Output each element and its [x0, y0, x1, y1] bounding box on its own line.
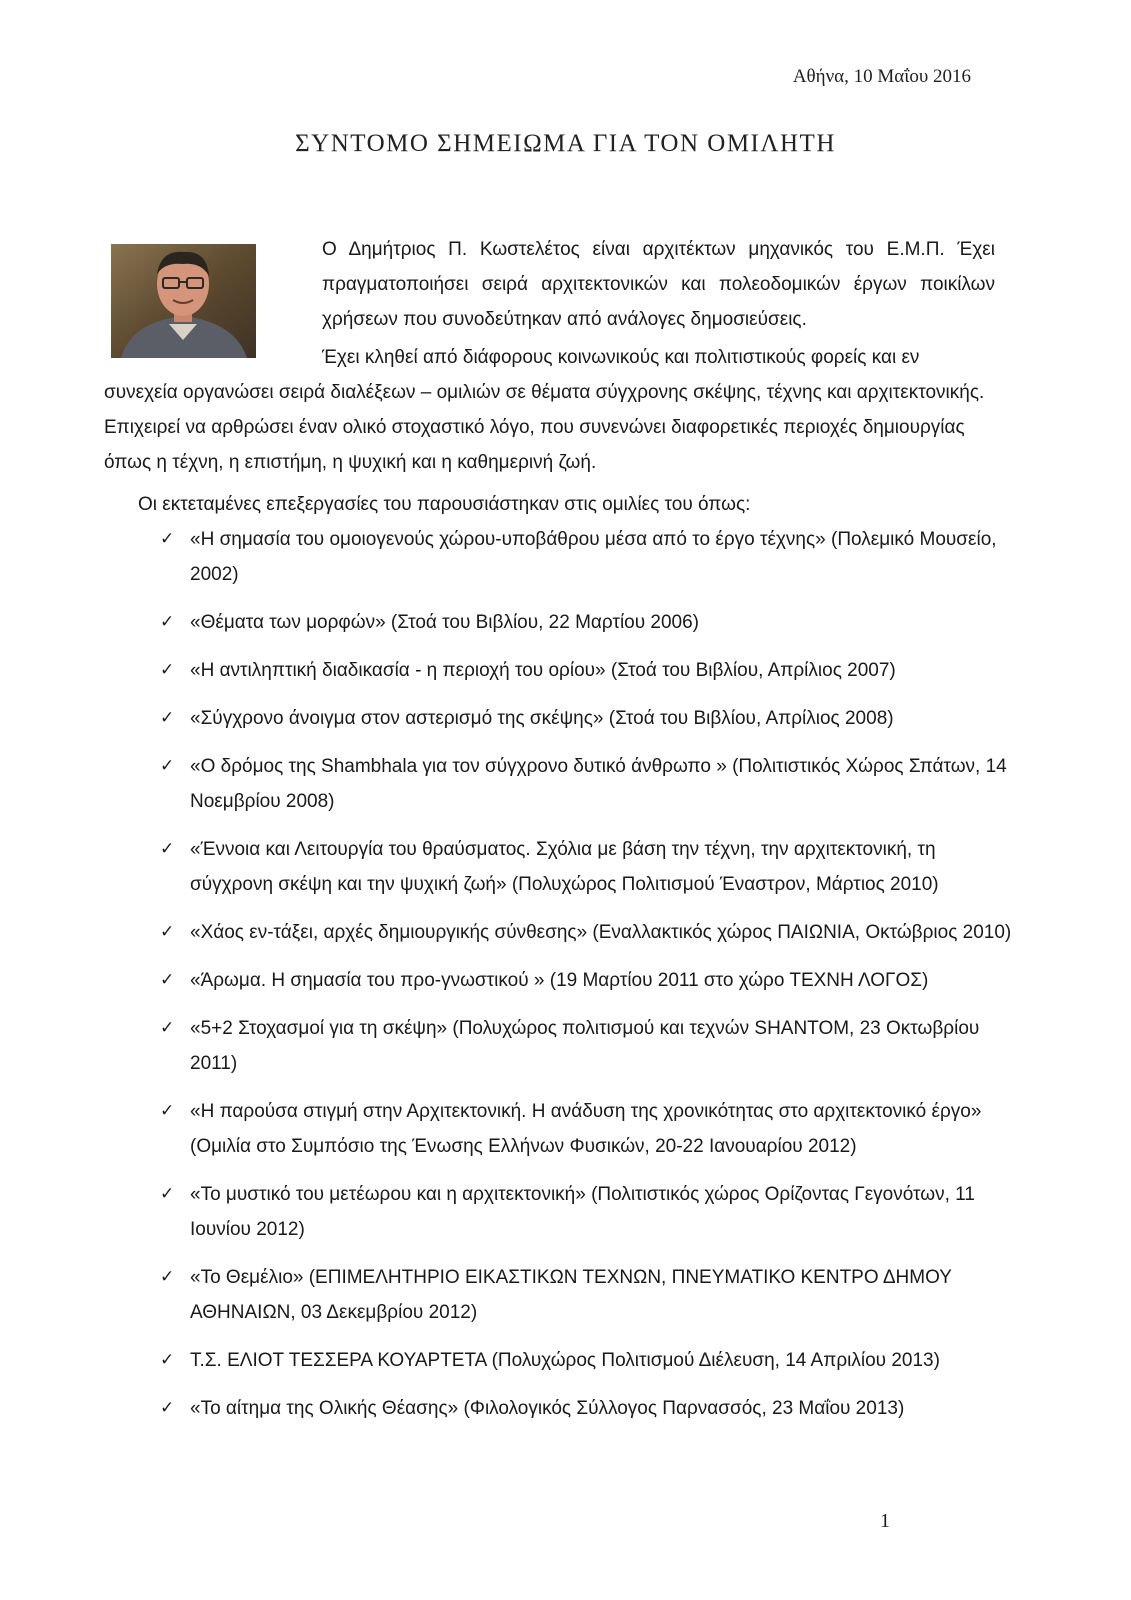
- talk-text: «Η παρούσα στιγμή στην Αρχιτεκτονική. Η ανάδυση της χρονικότητας στο αρχιτεκτονικό έργο» (Ομιλία στο Συμπόσιο της Ένωσης Ελλήνων Φυσικών, 20-22 Ιανουαρίου 2012): [190, 1101, 982, 1157]
- list-item: [160, 1391, 1022, 1426]
- talk-text: «Έννοια και Λειτουργία του θραύσματος. Σχόλια με βάση την τέχνη, την αρχιτεκτονική, τη σύγχρονη σκέψη και την ψυχική ζωή» (Πολυχώρος Πολιτισμού Έναστρον, Μάρτιος 2010): [190, 839, 939, 895]
- talk-text: «Θέματα των μορφών» (Στοά του Βιβλίου, 22 Μαρτίου 2006): [190, 612, 700, 633]
- list-item: [160, 749, 1022, 819]
- list-item: [160, 701, 1022, 736]
- talk-text: «Ο δρόμος της Shambhala για τον σύγχρονο δυτικό άνθρωπο » (Πολιτιστικός Χώρος Σπάτων, 14 Νοεμβρίου 2008): [190, 756, 1007, 812]
- list-item: [160, 963, 1022, 998]
- list-item: [160, 522, 1022, 592]
- list-item: [160, 605, 1022, 640]
- talks-list: [160, 522, 1022, 1439]
- list-item: [160, 915, 1022, 950]
- talk-text: «Το αίτημα της Ολικής Θέασης» (Φιλολογικός Σύλλογος Παρνασσός, 23 Μαΐου 2013): [190, 1398, 905, 1419]
- check-icon: ✓: [160, 1018, 175, 1038]
- list-item: [160, 1343, 1022, 1378]
- intro-text: Ο Δημήτριος Π. Κωστελέτος είναι αρχιτέκτων μηχανικός του Ε.Μ.Π. Έχει πραγματοποιήσει σειρά αρχιτεκτονικών και πολεοδομικών έργων ποικίλων χρήσεων που συνοδεύτηκαν από ανάλογες δημοσιεύσεις.: [322, 239, 995, 330]
- body-paragraph: [104, 340, 994, 480]
- check-icon: ✓: [160, 756, 175, 776]
- check-icon: ✓: [160, 660, 175, 680]
- list-item: [160, 653, 1022, 688]
- talk-text: «Σύγχρονο άνοιγμα στον αστερισμό της σκέψης» (Στοά του Βιβλίου, Απρίλιος 2008): [190, 708, 894, 729]
- check-icon: ✓: [160, 529, 175, 549]
- document-date: Αθήνα, 10 Μαΐου 2016: [792, 66, 971, 87]
- talks-lead: Οι εκτεταμένες επεξεργασίες του παρουσιάστηκαν στις ομιλίες του όπως:: [138, 494, 751, 515]
- list-item: [160, 832, 1022, 902]
- check-icon: ✓: [160, 1398, 175, 1418]
- body-first-line: Έχει κληθεί από διάφορους κοινωνικούς και πολιτιστικούς φορείς και εν: [322, 347, 920, 368]
- check-icon: ✓: [160, 1101, 175, 1121]
- document-title: ΣΥΝΤΟΜΟ ΣΗΜΕΙΩΜΑ ΓΙΑ ΤΟΝ ΟΜΙΛΗΤΗ: [295, 130, 836, 157]
- check-icon: ✓: [160, 612, 175, 632]
- intro-paragraph: [290, 232, 995, 337]
- check-icon: ✓: [160, 1267, 175, 1287]
- talk-text: «Η σημασία του ομοιογενούς χώρου-υποβάθρου μέσα από το έργο τέχνης» (Πολεμικό Μουσείο, 2002): [190, 529, 997, 585]
- check-icon: ✓: [160, 1350, 175, 1370]
- check-icon: ✓: [160, 708, 175, 728]
- page-number: 1: [880, 1510, 890, 1532]
- check-icon: ✓: [160, 839, 175, 859]
- talk-text: «5+2 Στοχασμοί για τη σκέψη» (Πολυχώρος πολιτισμού και τεχνών SHANTOM, 23 Οκτωβρίου 2011): [190, 1018, 980, 1074]
- talk-text: «Το μυστικό του μετέωρου και η αρχιτεκτονική» (Πολιτιστικός χώρος Ορίζοντας Γεγονότων, 11 Ιουνίου 2012): [190, 1184, 975, 1240]
- list-item: [160, 1260, 1022, 1330]
- check-icon: ✓: [160, 1184, 175, 1204]
- body-text: συνεχεία οργανώσει σειρά διαλέξεων – ομιλιών σε θέματα σύγχρονης σκέψης, τέχνης και αρχιτεκτονικής. Επιχειρεί να αρθρώσει έναν ολικό στοχαστικό λόγο, που συνενώνει διαφορετικές περιοχές δημιουργίας όπως η τέχνη, η επιστήμη, η ψυχική και η καθημερινή ζωή.: [104, 382, 985, 473]
- list-item: [160, 1094, 1022, 1164]
- list-item: [160, 1011, 1022, 1081]
- talk-text: «Το Θεμέλιο» (ΕΠΙΜΕΛΗΤΗΡΙΟ ΕΙΚΑΣΤΙΚΩΝ ΤΕΧΝΩΝ, ΠΝΕΥΜΑΤΙΚΟ ΚΕΝΤΡΟ ΔΗΜΟΥ ΑΘΗΝΑΙΩΝ, 03 Δεκεμβρίου 2012): [190, 1267, 952, 1323]
- list-item: [160, 1177, 1022, 1247]
- talk-text: «Χάος εν-τάξει, αρχές δημιουργικής σύνθεσης» (Εναλλακτικός χώρος ΠΑΙΩΝΙΑ, Οκτώβριος 2010): [190, 922, 1012, 943]
- check-icon: ✓: [160, 970, 175, 990]
- talk-text: Τ.Σ. ΕΛΙΟΤ ΤΕΣΣΕΡΑ ΚΟΥΑΡΤΕΤΑ (Πολυχώρος Πολιτισμού Διέλευση, 14 Απριλίου 2013): [190, 1350, 940, 1371]
- check-icon: ✓: [160, 922, 175, 942]
- talk-text: «Άρωμα. Η σημασία του προ-γνωστικού » (19 Μαρτίου 2011 στο χώρο ΤΕΧΝΗ ΛΟΓΟΣ): [190, 970, 929, 991]
- talk-text: «Η αντιληπτική διαδικασία - η περιοχή του ορίου» (Στοά του Βιβλίου, Απρίλιος 2007): [190, 660, 896, 681]
